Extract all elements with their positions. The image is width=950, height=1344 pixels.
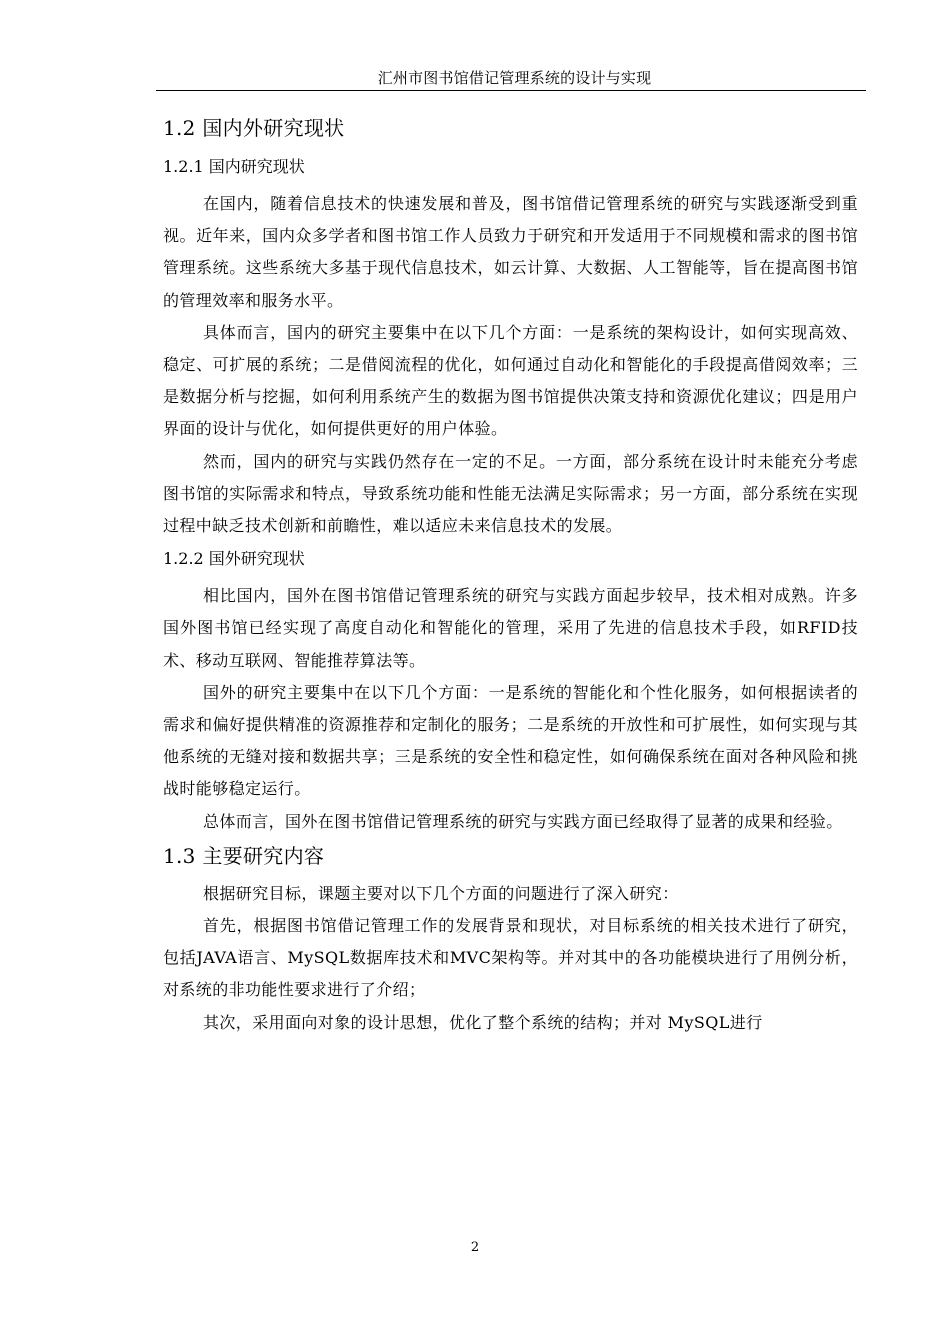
paragraph: 在国内，随着信息技术的快速发展和普及，图书馆借记管理系统的研究与实践逐渐受到重视。近年来，国内众多学者和图书馆工作人员致力于研究和开发适用于不同规模和需求的图书馆管理系统。这些系统大多基于现代信息技术，如云计算、大数据、人工智能等，旨在提高图书馆的管理效率和服务水平。 (163, 194, 858, 310)
paragraph: 根据研究目标，课题主要对以下几个方面的问题进行了深入研究： (203, 883, 679, 903)
paragraph: 首先，根据图书馆借记管理工作的发展背景和现状，对目标系统的相关技术进行了研究，包括JAVA语言、MySQL数据库技术和MVC架构等。并对其中的各功能模块进行了用例分析，对系统的非功能性要求进行了介绍； (163, 916, 858, 1000)
paragraph: 然而，国内的研究与实践仍然存在一定的不足。一方面，部分系统在设计时未能充分考虑图书馆的实际需求和特点，导致系统功能和性能无法满足实际需求；另一方面，部分系统在实现过程中缺乏技术创新和前瞻性，难以适应未来信息技术的发展。 (163, 451, 858, 536)
paragraph: 相比国内，国外在图书馆借记管理系统的研究与实践方面起步较早，技术相对成熟。许多国外图书馆已经实现了高度自动化和智能化的管理，采用了先进的信息技术手段，如RFID技术、移动互联网、智能推荐算法等。 (163, 586, 858, 670)
section-heading-1-2: 1.2 国内外研究现状 (163, 116, 345, 140)
header-rule (156, 90, 866, 91)
subsection-heading-1-2-1: 1.2.1 国内研究现状 (163, 157, 305, 176)
running-header: 汇州市图书馆借记管理系统的设计与实现 (377, 69, 652, 87)
paragraph: 其次，采用面向对象的设计思想，优化了整个系统的结构；并对 MySQL进行 (203, 1012, 763, 1032)
paragraph: 总体而言，国外在图书馆借记管理系统的研究与实践方面已经取得了显著的成果和经验。 (203, 811, 843, 831)
body-content (163, 110, 858, 1039)
page-number: 2 (470, 1240, 480, 1255)
section-heading-1-3: 1.3 主要研究内容 (163, 843, 325, 868)
paragraph: 具体而言，国内的研究主要集中在以下几个方面：一是系统的架构设计，如何实现高效、稳定、可扩展的系统；二是借阅流程的优化，如何通过自动化和智能化的手段提高借阅效率；三是数据分析与挖掘，如何利用系统产生的数据为图书馆提供决策支持和资源优化建议；四是用户界面的设计与优化，如何提供更好的用户体验。 (163, 322, 858, 439)
subsection-heading-1-2-2: 1.2.2 国外研究现状 (163, 549, 305, 569)
paragraph: 国外的研究主要集中在以下几个方面：一是系统的智能化和个性化服务，如何根据读者的需求和偏好提供精准的资源推荐和定制化的服务；二是系统的开放性和可扩展性，如何实现与其他系统的无缝对接和数据共享；三是系统的安全性和稳定性，如何确保系统在面对各种风险和挑战时能够稳定运行。 (163, 682, 858, 799)
